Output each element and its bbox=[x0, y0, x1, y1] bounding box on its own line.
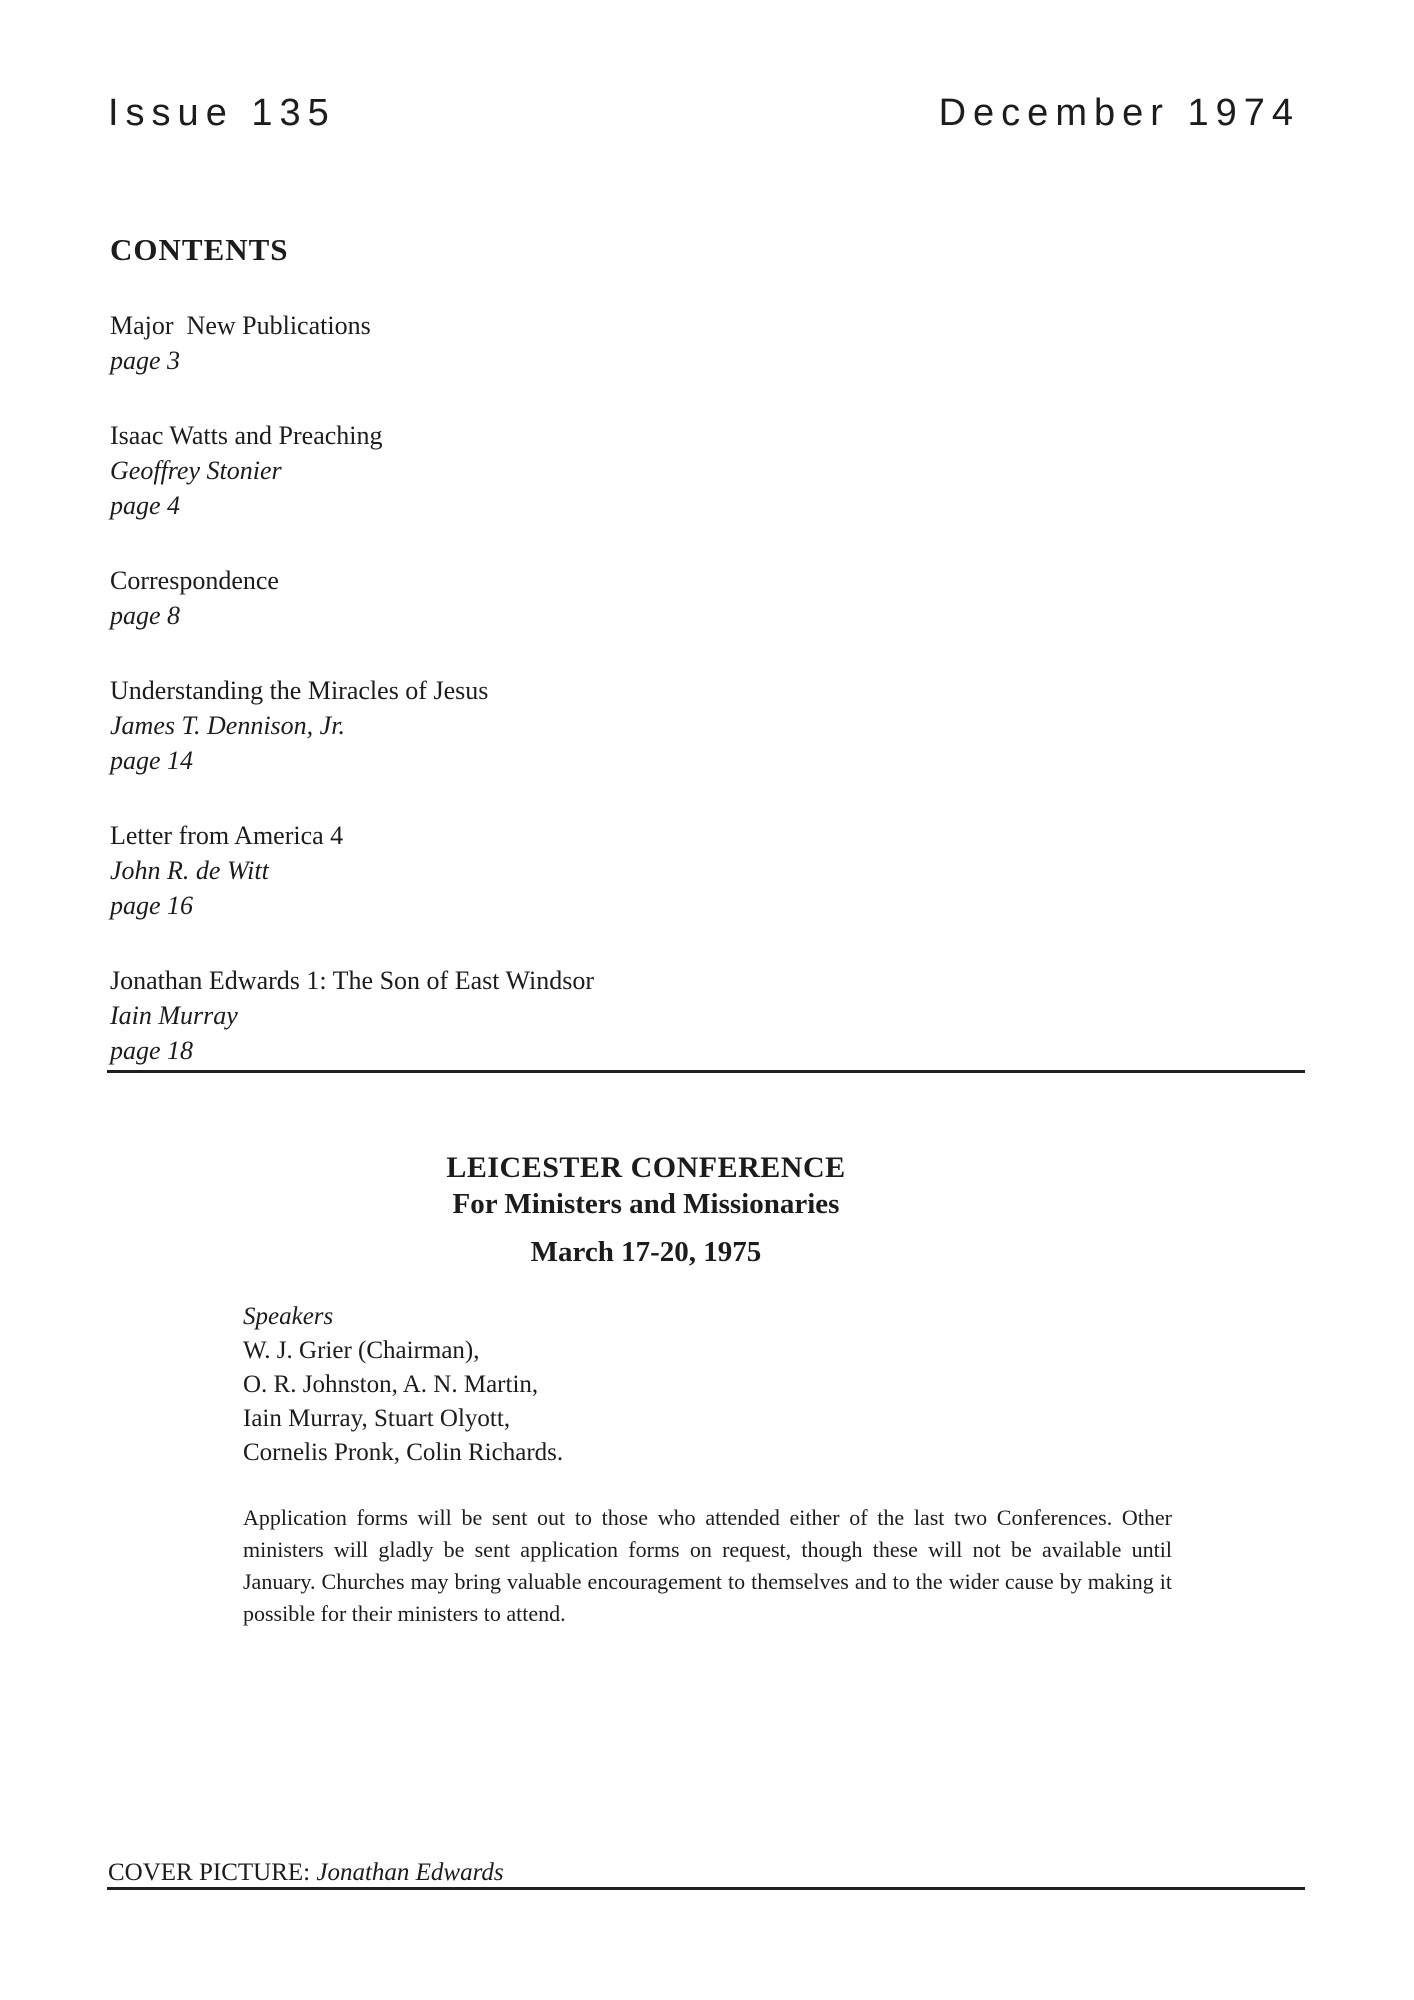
article-page: page 16 bbox=[110, 891, 194, 920]
speakers-line: O. R. Johnston, A. N. Martin, bbox=[243, 1371, 539, 1398]
article-title: Major New Publications bbox=[110, 311, 371, 340]
conference-title: LEICESTER CONFERENCE bbox=[446, 1151, 846, 1184]
article-page: page 18 bbox=[110, 1036, 194, 1065]
article-title: Correspondence bbox=[110, 566, 279, 595]
speakers-line: Cornelis Pronk, Colin Richards. bbox=[243, 1439, 564, 1466]
cover-picture-caption bbox=[108, 1858, 504, 1888]
article-author: Iain Murray bbox=[110, 1001, 238, 1030]
conference-heading bbox=[243, 1150, 1049, 1269]
speakers-line: W. J. Grier (Chairman), bbox=[243, 1337, 480, 1364]
article-author: Geoffrey Stonier bbox=[110, 456, 282, 485]
cover-picture-label: COVER PICTURE: bbox=[108, 1859, 311, 1886]
divider-rule bbox=[107, 1070, 1305, 1073]
speakers-line: Iain Murray, Stuart Olyott, bbox=[243, 1405, 511, 1432]
article-title: Letter from America 4 bbox=[110, 821, 344, 850]
footer-rule bbox=[107, 1887, 1305, 1890]
article-title: Jonathan Edwards 1: The Son of East Windsor bbox=[110, 966, 594, 995]
contents-heading: CONTENTS bbox=[110, 232, 289, 267]
article-page: page 4 bbox=[110, 491, 181, 520]
conference-dates: March 17-20, 1975 bbox=[530, 1236, 762, 1268]
cover-picture-value: Jonathan Edwards bbox=[316, 1859, 504, 1886]
toc-entry bbox=[110, 963, 1010, 1068]
article-author: John R. de Witt bbox=[110, 856, 269, 885]
article-page: page 3 bbox=[110, 346, 181, 375]
toc-entry bbox=[110, 673, 1010, 778]
article-author: James T. Dennison, Jr. bbox=[110, 711, 345, 740]
toc-entry bbox=[110, 418, 1010, 523]
conference-subtitle: For Ministers and Missionaries bbox=[452, 1188, 840, 1220]
issue-date: December 1974 bbox=[938, 92, 1300, 134]
conference-note: Application forms will be sent out to those who attended either of the last two Conferences. Other ministers will gladly be sent application forms on request, though these will not be available until January. Churches may bring valuable encouragement to themselves and to the wider cause by making it possible for their ministers to attend. bbox=[243, 1505, 1172, 1626]
toc-entry bbox=[110, 308, 1010, 378]
table-of-contents bbox=[110, 308, 1010, 1108]
article-page: page 8 bbox=[110, 601, 181, 630]
issue-number: Issue 135 bbox=[108, 92, 336, 134]
toc-entry bbox=[110, 563, 1010, 633]
article-title: Isaac Watts and Preaching bbox=[110, 421, 383, 450]
speakers-label: Speakers bbox=[243, 1303, 334, 1330]
article-page: page 14 bbox=[110, 746, 194, 775]
article-title: Understanding the Miracles of Jesus bbox=[110, 676, 489, 705]
speakers-list bbox=[243, 1300, 563, 1470]
masthead bbox=[108, 92, 1300, 135]
toc-entry bbox=[110, 818, 1010, 923]
